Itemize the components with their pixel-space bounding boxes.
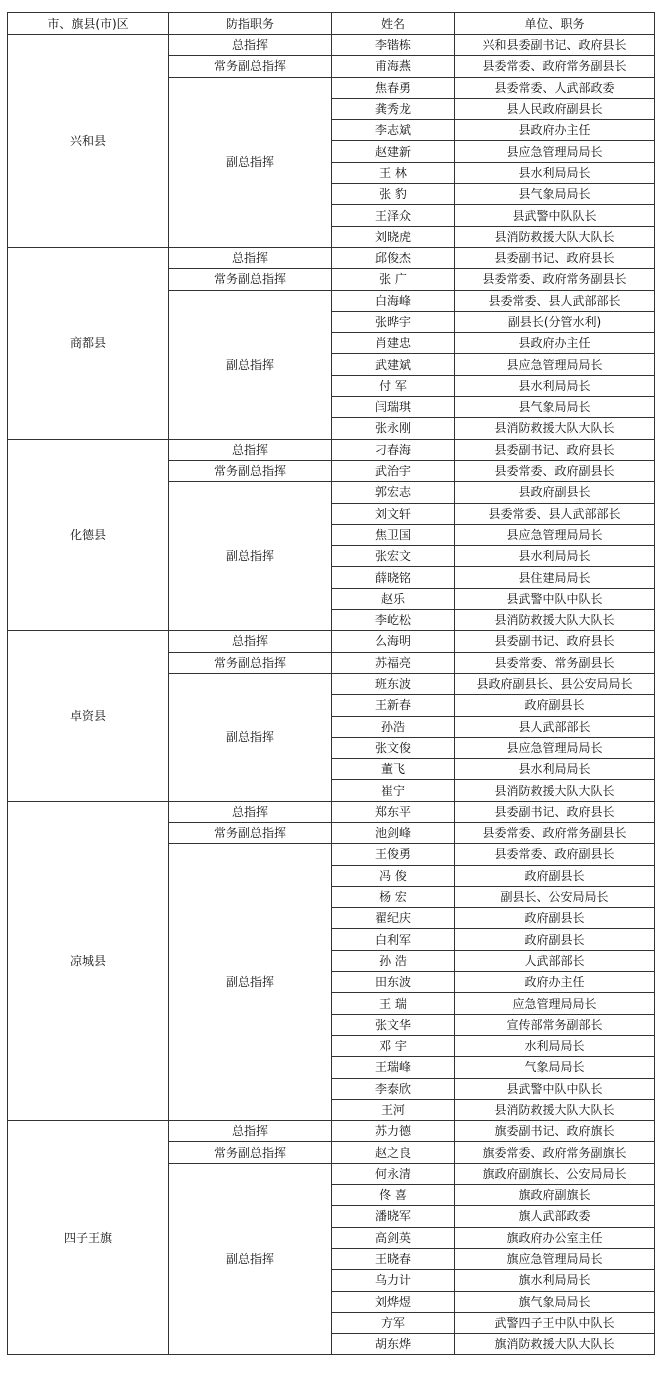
role-cell: 副总指挥: [169, 77, 332, 247]
table-row: [8, 439, 655, 460]
role-cell: 常务副总指挥: [169, 269, 332, 290]
person-name-cell: 王晓春: [332, 1248, 455, 1269]
unit-position-cell: 旗气象局局长: [455, 1291, 655, 1312]
header-row: [8, 13, 655, 35]
person-name-cell: 武建斌: [332, 354, 455, 375]
role-cell: 常务副总指挥: [169, 822, 332, 843]
person-name-cell: 郑东平: [332, 801, 455, 822]
unit-position-cell: 县武警中队队长: [455, 205, 655, 226]
unit-position-cell: 县武警中队中队长: [455, 1078, 655, 1099]
person-name-cell: 刘烨煜: [332, 1291, 455, 1312]
unit-position-cell: 县消防救援大队大队长: [455, 1099, 655, 1120]
command-roster-table: [7, 12, 655, 1355]
person-name-cell: 焦春勇: [332, 77, 455, 98]
person-name-cell: 张 豹: [332, 184, 455, 205]
person-name-cell: 李屹松: [332, 610, 455, 631]
role-cell: 总指挥: [169, 35, 332, 56]
unit-position-cell: 县人武部部长: [455, 716, 655, 737]
person-name-cell: 龚秀龙: [332, 98, 455, 119]
person-name-cell: 冯 俊: [332, 865, 455, 886]
unit-position-cell: 县气象局局长: [455, 184, 655, 205]
person-name-cell: 胡东烨: [332, 1334, 455, 1355]
unit-position-cell: 县政府办主任: [455, 120, 655, 141]
header-unit-position: 单位、职务: [455, 13, 655, 35]
table-row: [8, 631, 655, 652]
person-name-cell: 白海峰: [332, 290, 455, 311]
person-name-cell: 张晔宇: [332, 311, 455, 332]
unit-position-cell: 兴和县委副书记、政府县长: [455, 35, 655, 56]
person-name-cell: 刁春海: [332, 439, 455, 460]
unit-position-cell: 县委常委、政府副县长: [455, 844, 655, 865]
unit-position-cell: 县水利局局长: [455, 546, 655, 567]
person-name-cell: 王瑞峰: [332, 1057, 455, 1078]
person-name-cell: 张 广: [332, 269, 455, 290]
person-name-cell: 赵乐: [332, 588, 455, 609]
unit-position-cell: 武警四子王中队中队长: [455, 1312, 655, 1333]
unit-position-cell: 政府副县长: [455, 929, 655, 950]
header-role: 防指职务: [169, 13, 332, 35]
person-name-cell: 苏力德: [332, 1121, 455, 1142]
unit-position-cell: 县武警中队中队长: [455, 588, 655, 609]
unit-position-cell: 县应急管理局局长: [455, 141, 655, 162]
unit-position-cell: 旗委常委、政府常务副旗长: [455, 1142, 655, 1163]
unit-position-cell: 旗人武部政委: [455, 1206, 655, 1227]
unit-position-cell: 县委副书记、政府县长: [455, 801, 655, 822]
person-name-cell: 董飞: [332, 759, 455, 780]
person-name-cell: 张文俊: [332, 737, 455, 758]
unit-position-cell: 旗水利局局长: [455, 1270, 655, 1291]
unit-position-cell: 县委副书记、政府县长: [455, 439, 655, 460]
unit-position-cell: 政府副县长: [455, 908, 655, 929]
unit-position-cell: 政府办主任: [455, 972, 655, 993]
table-row: [8, 1121, 655, 1142]
person-name-cell: 潘晓军: [332, 1206, 455, 1227]
unit-position-cell: 县水利局局长: [455, 375, 655, 396]
unit-position-cell: 县政府副县长、县公安局局长: [455, 673, 655, 694]
person-name-cell: 王泽众: [332, 205, 455, 226]
person-name-cell: 甫海燕: [332, 56, 455, 77]
table-row: [8, 247, 655, 268]
unit-position-cell: 政府副县长: [455, 695, 655, 716]
county-cell: 凉城县: [8, 801, 169, 1120]
table-body: [8, 35, 655, 1355]
person-name-cell: 孙浩: [332, 716, 455, 737]
person-name-cell: 王新春: [332, 695, 455, 716]
person-name-cell: 田东波: [332, 972, 455, 993]
person-name-cell: 班东波: [332, 673, 455, 694]
person-name-cell: 苏福亮: [332, 652, 455, 673]
unit-position-cell: 县政府副县长: [455, 482, 655, 503]
role-cell: 总指挥: [169, 1121, 332, 1142]
unit-position-cell: 县水利局局长: [455, 162, 655, 183]
unit-position-cell: 政府副县长: [455, 865, 655, 886]
person-name-cell: 池剑峰: [332, 822, 455, 843]
county-cell: 商都县: [8, 247, 169, 439]
role-cell: 副总指挥: [169, 290, 332, 439]
unit-position-cell: 旗政府副旗长、公安局局长: [455, 1163, 655, 1184]
role-cell: 总指挥: [169, 801, 332, 822]
unit-position-cell: 县应急管理局局长: [455, 524, 655, 545]
county-cell: 化德县: [8, 439, 169, 631]
unit-position-cell: 旗应急管理局局长: [455, 1248, 655, 1269]
person-name-cell: 何永清: [332, 1163, 455, 1184]
role-cell: 总指挥: [169, 247, 332, 268]
role-cell: 副总指挥: [169, 1163, 332, 1355]
unit-position-cell: 气象局局长: [455, 1057, 655, 1078]
unit-position-cell: 旗消防救援大队大队长: [455, 1334, 655, 1355]
person-name-cell: 肖建忠: [332, 333, 455, 354]
person-name-cell: 刘文轩: [332, 503, 455, 524]
unit-position-cell: 县消防救援大队大队长: [455, 610, 655, 631]
role-cell: 副总指挥: [169, 673, 332, 801]
table-row: [8, 801, 655, 822]
person-name-cell: 张宏文: [332, 546, 455, 567]
person-name-cell: 乌力计: [332, 1270, 455, 1291]
person-name-cell: 高剑英: [332, 1227, 455, 1248]
unit-position-cell: 应急管理局局长: [455, 993, 655, 1014]
role-cell: 常务副总指挥: [169, 56, 332, 77]
unit-position-cell: 县委常委、常务副县长: [455, 652, 655, 673]
unit-position-cell: 县住建局局长: [455, 567, 655, 588]
unit-position-cell: 县消防救援大队大队长: [455, 226, 655, 247]
person-name-cell: 李志斌: [332, 120, 455, 141]
unit-position-cell: 县消防救援大队大队长: [455, 780, 655, 801]
unit-position-cell: 副县长、公安局局长: [455, 886, 655, 907]
person-name-cell: 方军: [332, 1312, 455, 1333]
table-row: [8, 35, 655, 56]
person-name-cell: 王 瑞: [332, 993, 455, 1014]
role-cell: 常务副总指挥: [169, 1142, 332, 1163]
person-name-cell: 薛晓铭: [332, 567, 455, 588]
person-name-cell: 李泰欣: [332, 1078, 455, 1099]
unit-position-cell: 县气象局局长: [455, 397, 655, 418]
person-name-cell: 王河: [332, 1099, 455, 1120]
person-name-cell: 张永刚: [332, 418, 455, 439]
role-cell: 总指挥: [169, 631, 332, 652]
unit-position-cell: 县应急管理局局长: [455, 737, 655, 758]
unit-position-cell: 县人民政府副县长: [455, 98, 655, 119]
person-name-cell: 赵建新: [332, 141, 455, 162]
person-name-cell: 武治宇: [332, 460, 455, 481]
role-cell: 副总指挥: [169, 482, 332, 631]
person-name-cell: 杨 宏: [332, 886, 455, 907]
person-name-cell: 邓 宇: [332, 1035, 455, 1056]
header-county: 市、旗县(市)区: [8, 13, 169, 35]
unit-position-cell: 县委常委、政府常务副县长: [455, 822, 655, 843]
person-name-cell: 翟纪庆: [332, 908, 455, 929]
unit-position-cell: 县委副书记、政府县长: [455, 247, 655, 268]
person-name-cell: 孙 浩: [332, 950, 455, 971]
unit-position-cell: 县委常委、政府常务副县长: [455, 269, 655, 290]
unit-position-cell: 副县长(分管水利): [455, 311, 655, 332]
person-name-cell: 崔宁: [332, 780, 455, 801]
person-name-cell: 闫瑞琪: [332, 397, 455, 418]
county-cell: 四子王旗: [8, 1121, 169, 1355]
person-name-cell: 焦卫国: [332, 524, 455, 545]
role-cell: 总指挥: [169, 439, 332, 460]
person-name-cell: 王 林: [332, 162, 455, 183]
person-name-cell: 么海明: [332, 631, 455, 652]
county-cell: 卓资县: [8, 631, 169, 801]
unit-position-cell: 旗政府办公室主任: [455, 1227, 655, 1248]
unit-position-cell: 县委常委、政府副县长: [455, 460, 655, 481]
unit-position-cell: 水利局局长: [455, 1035, 655, 1056]
person-name-cell: 刘晓虎: [332, 226, 455, 247]
role-cell: 常务副总指挥: [169, 652, 332, 673]
unit-position-cell: 旗委副书记、政府旗长: [455, 1121, 655, 1142]
unit-position-cell: 县水利局局长: [455, 759, 655, 780]
unit-position-cell: 人武部部长: [455, 950, 655, 971]
person-name-cell: 白利军: [332, 929, 455, 950]
role-cell: 副总指挥: [169, 844, 332, 1121]
unit-position-cell: 县委副书记、政府县长: [455, 631, 655, 652]
unit-position-cell: 县应急管理局局长: [455, 354, 655, 375]
unit-position-cell: 县委常委、县人武部部长: [455, 503, 655, 524]
person-name-cell: 郭宏志: [332, 482, 455, 503]
person-name-cell: 李锴栋: [332, 35, 455, 56]
person-name-cell: 张文华: [332, 1014, 455, 1035]
county-cell: 兴和县: [8, 35, 169, 248]
unit-position-cell: 县委常委、县人武部部长: [455, 290, 655, 311]
table-header: [8, 13, 655, 35]
person-name-cell: 佟 喜: [332, 1185, 455, 1206]
person-name-cell: 王俊勇: [332, 844, 455, 865]
unit-position-cell: 县消防救援大队大队长: [455, 418, 655, 439]
unit-position-cell: 宣传部常务副部长: [455, 1014, 655, 1035]
unit-position-cell: 县委常委、政府常务副县长: [455, 56, 655, 77]
role-cell: 常务副总指挥: [169, 460, 332, 481]
person-name-cell: 邱俊杰: [332, 247, 455, 268]
unit-position-cell: 县委常委、人武部政委: [455, 77, 655, 98]
header-name: 姓名: [332, 13, 455, 35]
person-name-cell: 赵之良: [332, 1142, 455, 1163]
unit-position-cell: 县政府办主任: [455, 333, 655, 354]
person-name-cell: 付 军: [332, 375, 455, 396]
unit-position-cell: 旗政府副旗长: [455, 1185, 655, 1206]
